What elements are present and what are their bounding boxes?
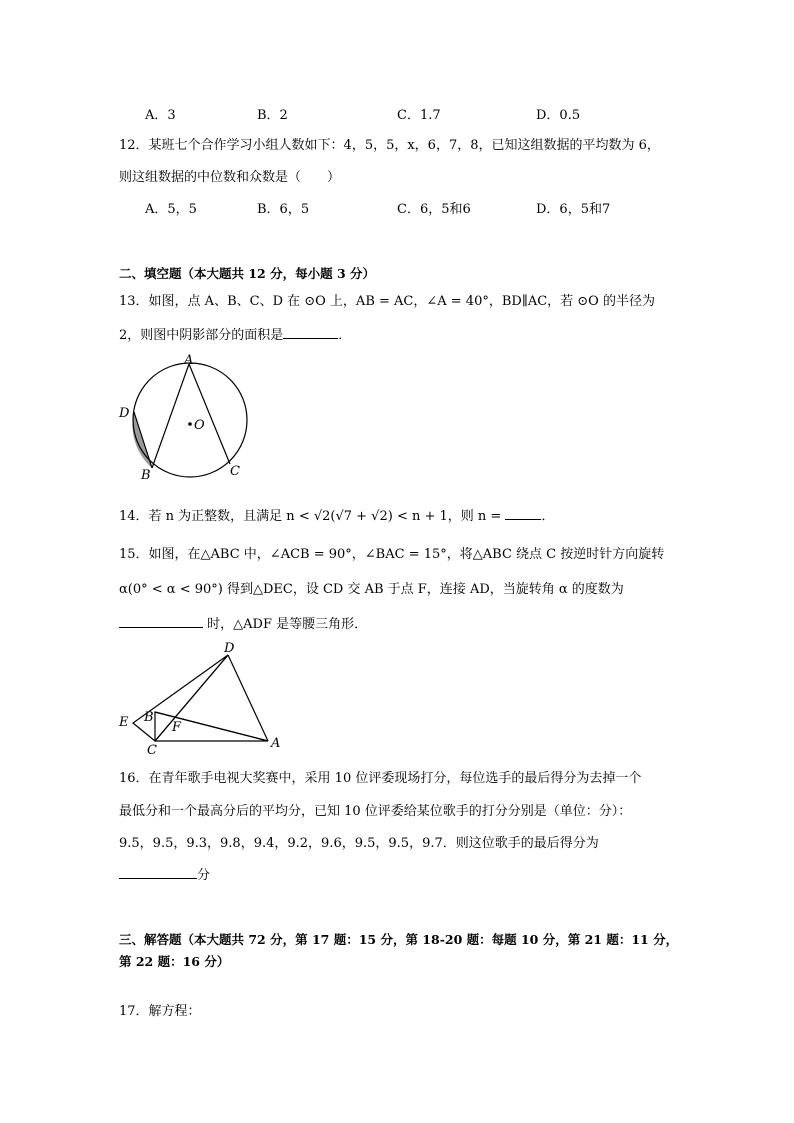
q15-stem-line3-text: 时，△ADF 是等腰三角形． [207, 617, 368, 632]
q12-option-b: B．6，5 [257, 202, 310, 217]
q12-option-c: C．6，5和6 [397, 202, 471, 217]
q14-stem-end: ． [541, 509, 555, 524]
q12-option-a: A．5，5 [145, 202, 197, 217]
q15-label-d: D [224, 641, 235, 656]
q16-stem-line1: 16．在青年歌手电视大奖赛中，采用 10 位评委现场打分，每位选手的最后得分为去掉一个 [119, 771, 642, 786]
q15-line-ad [228, 655, 268, 741]
q13-label-b: B [141, 468, 151, 483]
q12-stem-line1: 12．某班七个合作学习小组人数如下：4，5，5，x，6，7，8，已知这组数据的平均数为 6， [119, 138, 660, 153]
q16-stem-line3: 9.5，9.5，9.3，9.8，9.4，9.2，9.6，9.5，9.5，9.7．则这位歌手的最后得分为 [119, 836, 599, 851]
q15-label-c: C [147, 743, 157, 758]
section3-title-line2: 第 22 题：16 分） [119, 954, 230, 969]
q14-stem-text: 14．若 n 为正整数，且满足 n < √2(√7 + √2) < n + 1，则 n = [119, 509, 502, 524]
section3-title-line1: 三、解答题（本大题共 72 分，第 17 题：15 分，第 18-20 题：每题 10 分，第 21 题：11 分， [119, 932, 679, 947]
q16-stem-line2: 最低分和一个最高分后的平均分，已知 10 位评委给某位歌手的打分分别是（单位：分）： [119, 804, 632, 819]
q11-option-b: B．2 [257, 108, 288, 123]
q13-label-c: C [230, 464, 240, 479]
q13-stem-end: ． [338, 328, 352, 343]
q12-option-d: D．6，5和7 [536, 202, 611, 217]
q15-stem-line1: 15．如图，在△ABC 中，∠ACB = 90°，∠BAC = 15°，将△ABC 绕点 C 按逆时针方向旋转 [119, 547, 665, 562]
q16-answer-blank[interactable] [119, 866, 197, 879]
section2-title: 二、填空题（本大题共 12 分，每小题 3 分） [119, 266, 376, 281]
q15-label-f: F [172, 720, 182, 735]
q15-label-e: E [119, 715, 129, 730]
q17-stem: 17．解方程： [119, 1004, 201, 1019]
q11-option-d: D．0.5 [536, 108, 581, 123]
q11-option-a: A．3 [145, 108, 176, 123]
q12-stem-line2: 则这组数据的中位数和众数是（ ） [119, 170, 341, 185]
q13-label-a: A [184, 353, 194, 368]
q15-label-b: B [144, 710, 154, 725]
q16-stem-unit: 分 [197, 868, 211, 883]
q13-stem-line1: 13．如图，点 A、B、C、D 在 ⊙O 上，AB = AC，∠A = 40°，BD∥AC，若 ⊙O 的半径为 [119, 294, 655, 309]
q13-stem-text: 2，则图中阴影部分的面积是 [119, 328, 284, 343]
q15-label-a: A [271, 736, 281, 751]
q13-label-o: O [194, 418, 205, 433]
q13-label-d: D [119, 406, 130, 421]
q15-stem-line2: α(0° < α < 90°) 得到△DEC，设 CD 交 AB 于点 F，连接 AD，当旋转角 α 的度数为 [119, 582, 624, 597]
q11-option-c: C．1.7 [397, 108, 441, 123]
q16-stem-line4 [119, 864, 210, 883]
